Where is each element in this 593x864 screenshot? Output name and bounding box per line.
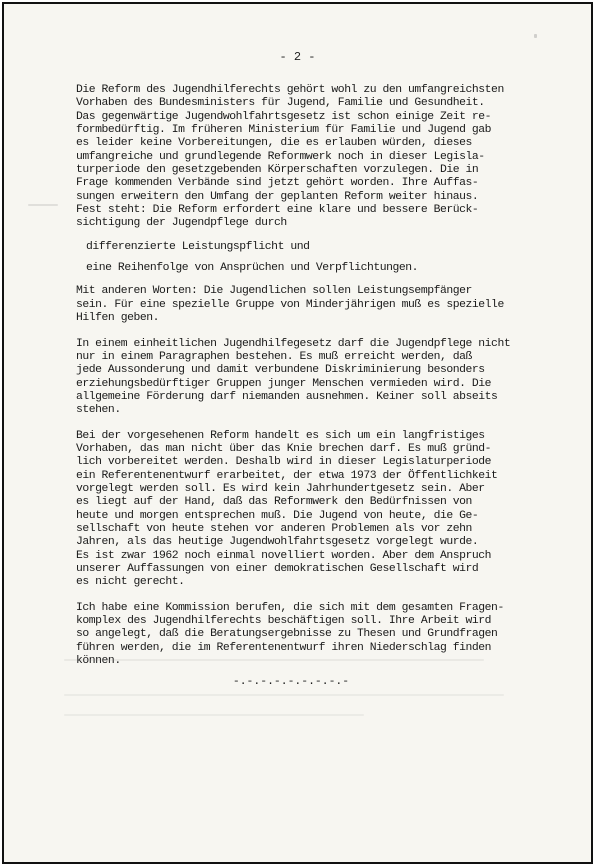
paragraph-reform-intro: Die Reform des Jugendhilferechts gehört wohl zu den umfangreichsten Vorhaben des Bundesministers für Jugend, Familie und Gesundheit. Das gegenwärtige Jugendwohlfahrtsgesetz ist schon einige Zeit re- formbedürftig. Im früheren Ministerium für Familie und Jugend gab es leider keine Vorbereitungen, die es erlauben würden, dieses umfangreiche und grundlegende Reformwerk noch in dieser Legisla- turperiode den gesetzgebenden Körperschaften vorzulegen. Die in Frage kommenden Verbände sind jetzt gehört worden. Ihre Auffas- sungen erweitern den Umfang der geplanten Reform weiter hinaus. Fest steht: Die Reform erfordert eine klare und bessere Berück- sichtigung der Jugendpflege durch	[76, 84, 504, 230]
paragraph-leistungsempfaenger: Mit anderen Worten: Die Jugendlichen sollen Leistungsempfänger sein. Für eine spezielle Gruppe von Minderjährigen muß es spezielle Hilfen geben.	[76, 285, 504, 325]
list-item-leistungspflicht: differenzierte Leistungspflicht und	[86, 240, 310, 253]
scan-speck	[28, 204, 58, 206]
scan-speck	[64, 714, 364, 716]
page-number: - 2 -	[279, 50, 316, 64]
paragraph-jugendhilfegesetz: In einem einheitlichen Jugendhilfegesetz darf die Jugendpflege nicht nur in einem Paragraphen bestehen. Es muß erreicht werden, daß jede Aussonderung und damit verbundene Diskriminierung besonders erziehungsbedürftiger Gruppen junger Menschen vermieden wird. Die allgemeine Förderung darf niemanden ausnehmen. Keiner soll abseits stehen.	[76, 337, 511, 417]
document-page	[2, 2, 593, 864]
document-body	[76, 84, 566, 690]
list-item-reihenfolge: eine Reihenfolge von Ansprüchen und Verpflichtungen.	[86, 262, 419, 275]
scan-speck	[64, 694, 504, 696]
scan-speck	[64, 659, 484, 661]
paragraph-kommission: Ich habe eine Kommission berufen, die sich mit dem gesamten Fragen- komplex des Jugendhilferechts beschäftigen soll. Ihre Arbeit wird so angelegt, daß die Beratungsergebnisse zu Thesen und Grundfragen führen werden, die im Referentenentwurf ihren Niederschlag finden können.	[76, 601, 504, 668]
paragraph-langfristiges-vorhaben: Bei der vorgesehenen Reform handelt es sich um ein langfristiges Vorhaben, das man nicht über das Knie brechen darf. Es muß gründ- lich vorbereitet werden. Deshalb wird in dieser Legislaturperiode ein Referentenentwurf erarbeitet, der etwa 1973 der Öffentlichkeit vorgelegt werden soll. Es wird kein Jahrhundertgesetz sein. Aber es liegt auf der Hand, daß das Reformwerk den Bedürfnissen von heute und morgen entsprechen muß. Die Jugend von heute, die Ge- sellschaft von heute stehen vor anderen Problemen als vor zehn Jahren, als das heutige Jugendwohlfahrtsgesetz vorgelegt wurde. Es ist zwar 1962 noch einmal novelliert worden. Aber dem Anspruch unserer Auffassungen von einer demokratischen Gesellschaft wird es nicht gerecht.	[76, 429, 498, 589]
separator-line: -.-.-.-.-.-.-.-.-	[232, 676, 350, 689]
scan-speck	[534, 34, 537, 38]
